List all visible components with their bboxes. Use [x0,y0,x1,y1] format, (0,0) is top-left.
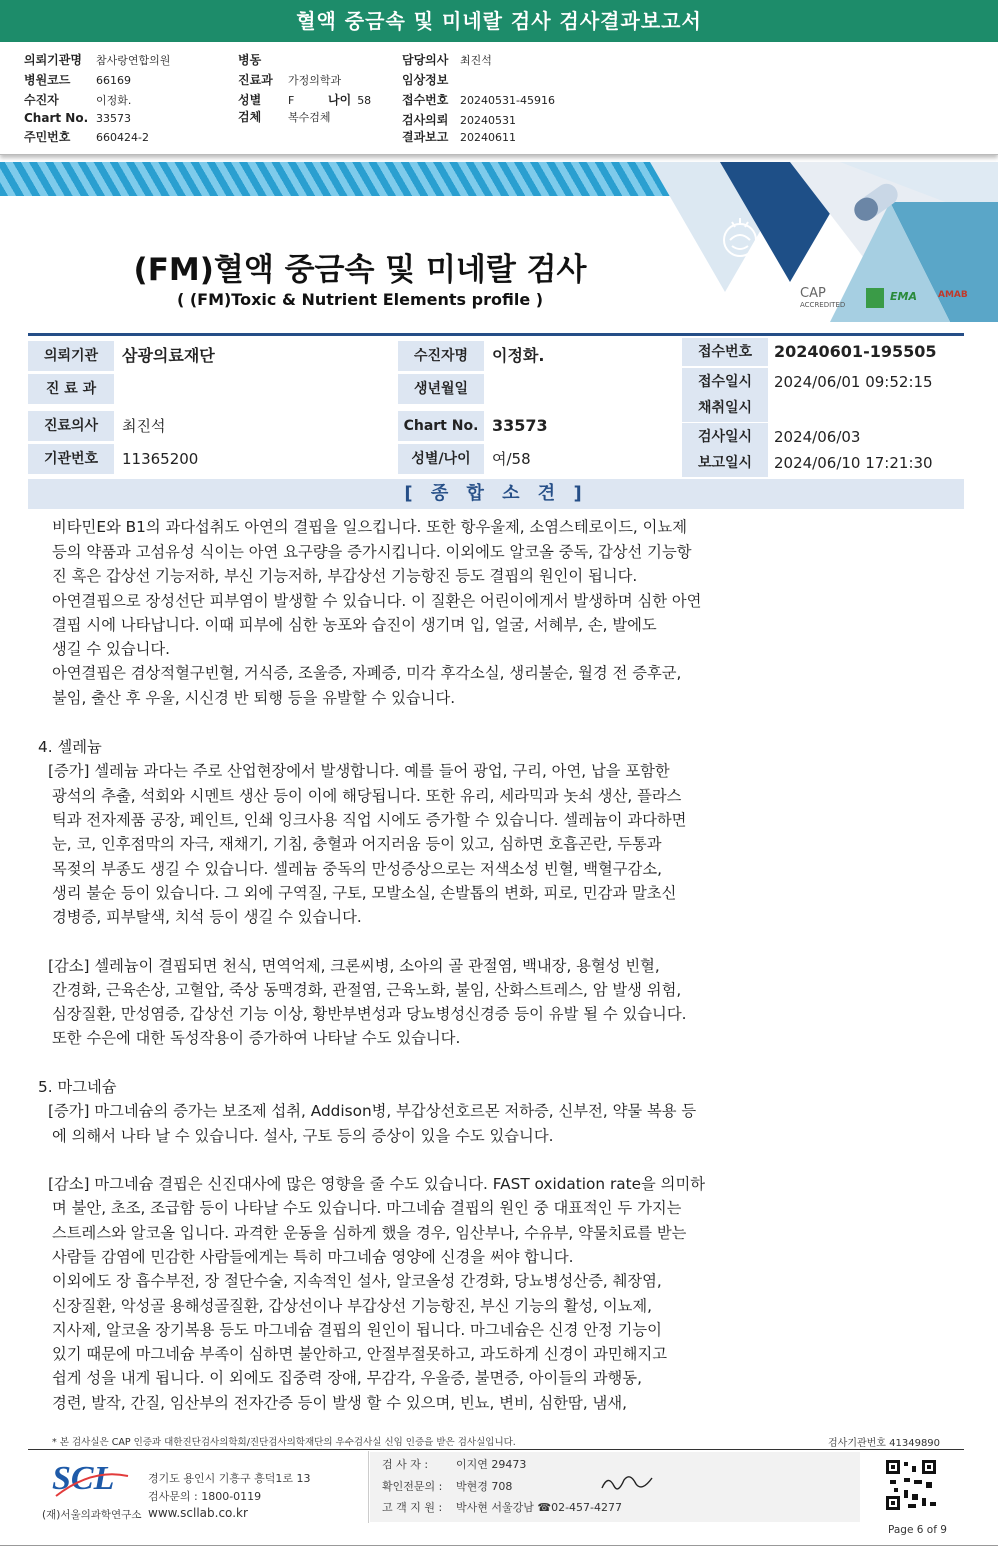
summary-heading: [ 종 합 소 견 ] [28,479,964,509]
lm-logo [866,288,884,308]
body-line: 이외에도 장 흡수부전, 장 절단수술, 지속적인 설사, 알코올성 간경화, 당뇨병성산증, 췌장염, [52,1272,662,1290]
tester-value: 이지연 29473 [456,1458,527,1471]
test-date-label: 검사일시 [682,423,768,451]
signature-mark [598,1470,658,1496]
inst-label: 기관번호 [28,444,114,474]
body-line: 쉽게 성을 내게 됩니다. 이 외에도 집중력 장애, 무감각, 우울증, 불면증, 아이들의 과행동, [52,1369,642,1387]
lab-phone: 검사문의 : 1800-0119 [148,1490,262,1503]
info-age: 나이 58 [328,93,372,107]
chart-value: 33573 [492,416,548,435]
section-heading: 4. 셀레늄 [38,738,102,756]
info-patient: 수진자 이정화. [24,93,132,107]
bottom-divider [0,1545,998,1546]
body-line: 신장질환, 악성골 용해성골질환, 갑상선이나 부갑상선 기능항진, 부신 기능의 활성, 이뇨제, [52,1297,653,1315]
chart-label: Chart No. [398,411,484,441]
patient-value: 이정화. [492,346,545,365]
doctor-label: 진료의사 [28,411,114,441]
body-line: 아연결핍은 겸상적혈구빈혈, 거식증, 조울증, 자폐증, 미각 후각소실, 생리불순, 월경 전 증후군, [52,664,682,682]
body-line: 진 혹은 갑상선 기능저하, 부신 기능저하, 부갑상선 기능항진 등도 결핍의 원인이 됩니다. [52,567,638,585]
info-department: 진료과 가정의학과 [238,73,342,87]
section-heading: 5. 마그네슘 [38,1078,117,1096]
page-number: Page 6 of 9 [888,1524,947,1536]
dob-label: 생년월일 [398,374,484,404]
lab-website[interactable]: www.scllab.co.kr [148,1506,248,1520]
doctor-value: 최진석 [122,417,166,435]
info-ward: 병동 [238,53,262,67]
info-specimen: 검체 복수검체 [238,110,331,124]
body-line: [증가] 셀레늄 과다는 주로 산업현장에서 발생합니다. 예를 들어 광업, 구리, 아연, 납을 포함한 [48,762,670,780]
amab-logo: AMAB [938,290,968,300]
body-line: 며 불안, 초조, 조급함 등이 나타날 수도 있습니다. 마그네슘 결핍의 원인 중 대표적인 두 가지는 [52,1199,682,1217]
support-label: 고 객 지 원 : [382,1501,443,1514]
body-line: 비타민E와 B1의 과다섭취도 아연의 결핍을 일으킵니다. 또한 항우울제, 소염스테로이드, 이뇨제 [52,518,687,536]
body-line: 또한 수은에 대한 독성작용이 증가하여 나타날 수도 있습니다. [52,1029,461,1047]
receipt-date-label: 접수일시 [682,368,768,396]
cap-logo: CAP ACCREDITED [800,286,846,309]
body-line: 경병증, 피부탈색, 치석 등이 생길 수 있습니다. [52,908,362,926]
specialist-label: 확인전문의 : [382,1480,443,1493]
receipt-no-label: 접수번호 [682,338,768,366]
support-value: 박사현 서울강남 ☎02-457-4277 [456,1501,623,1514]
body-line: 경련, 발작, 간질, 임산부의 전자간증 등이 발생 할 수 있으며, 빈뇨, 변비, 심한땀, 냄새, [52,1394,627,1412]
body-line: 불임, 출산 후 우울, 시신경 반 퇴행 등을 유발할 수 있습니다. [52,689,456,707]
info-report-date: 결과보고 20240611 [402,130,516,144]
dept-label: 진 료 과 [28,374,114,404]
collect-label: 채취일시 [682,394,768,422]
body-line: 눈, 코, 인후점막의 자극, 재채기, 기침, 충혈과 어지러움 등이 있고, 심하면 호흡곤란, 두통과 [52,835,662,853]
inst-value: 11365200 [122,450,199,468]
specialist-value: 박현경 708 [456,1480,513,1493]
agency-number: 검사기관번호 41349890 [828,1438,941,1449]
lab-address: 경기도 용인시 기흥구 흥덕1로 13 [148,1472,311,1485]
patient-label: 수진자명 [398,341,484,371]
body-line: 틱과 전자제품 공장, 페인트, 인쇄 잉크사용 직업 시에도 증가할 수 있습니다. 셀레늄이 과다하면 [52,811,687,829]
body-line: 사람들 감염에 민감한 사람들에게는 특히 마그네슘 영양에 신경을 써야 합니다. [52,1248,574,1266]
lab-name: (재)서울의과학연구소 [42,1509,142,1521]
requester-value: 삼광의료재단 [122,346,215,365]
report-date-label: 보고일시 [682,449,768,477]
body-line: 목젖의 부종도 생길 수 있습니다. 셀레늄 중독의 만성증상으로는 저색소성 빈혈, 백혈구감소, [52,860,662,878]
body-line: [증가] 마그네슘의 증가는 보조제 섭취, Addison병, 부갑상선호르몬 저하증, 신부전, 약물 복용 등 [48,1102,697,1120]
body-line: 에 의해서 나타 날 수 있습니다. 설사, 구토 등의 증상이 있을 수도 있습니다. [52,1127,554,1145]
tester-label: 검 사 자 : [382,1458,429,1471]
body-line: 생길 수 있습니다. [52,640,171,658]
body-line: 광석의 추출, 석회와 시멘트 생산 등이 이에 해당됩니다. 또한 유리, 세라믹과 놋쇠 생산, 플라스 [52,787,682,805]
info-clinical: 임상정보 [402,73,449,87]
footer-divider [28,1449,964,1450]
ema-logo: EMA [890,290,917,303]
body-line: 아연결핍으로 장성선단 피부염이 발생할 수 있습니다. 이 질환은 어린이에게서 발생하며 심한 아연 [52,592,702,610]
body-line: 등의 약품과 고섬유성 식이는 아연 요구량을 증가시킵니다. 이외에도 알코올 중독, 갑상선 기능항 [52,543,692,561]
body-line: 스트레스와 알코올 입니다. 과격한 운동을 심하게 했을 경우, 임산부나, 수유부, 약물치료를 받는 [52,1224,687,1242]
logo-swoosh-icon [52,1466,132,1506]
body-line: [감소] 마그네슘 결핍은 신진대사에 많은 영향을 줄 수도 있습니다. FAST oxidation rate을 의미하 [48,1175,706,1193]
info-doctor: 담당의사 최진석 [402,53,492,67]
body-line: 심장질환, 만성염증, 갑상선 기능 이상, 황반부변성과 당뇨병성신경증 등이 유발 될 수 있습니다. [52,1005,687,1023]
requester-label: 의뢰기관 [28,341,114,371]
report-date-value: 2024/06/10 17:21:30 [774,454,933,472]
body-line: 지사제, 알코올 장기복용 등도 마그네슘 결핍의 원인이 됩니다. 마그네슘은 신경 안정 기능이 [52,1321,662,1339]
body-line: 결핍 시에 나타납니다. 이때 피부에 심한 농포와 습진이 생기며 입, 얼굴, 서혜부, 손, 발에도 [52,616,657,634]
info-chart-no: Chart No. 33573 [24,111,131,125]
footer-v-divider [368,1451,369,1523]
receipt-date-value: 2024/06/01 09:52:15 [774,373,933,391]
top-info-panel [0,42,998,155]
receipt-no-value: 20240601-195505 [774,342,937,361]
info-receipt-no: 접수번호 20240531-45916 [402,93,555,107]
report-subtitle: ( (FM)Toxic & Nutrient Elements profile ) [176,290,544,309]
test-date-value: 2024/06/03 [774,428,861,446]
sexage-label: 성별/나이 [398,444,484,474]
body-line: 간경화, 근육손상, 고혈압, 죽상 동맥경화, 관절염, 근육노화, 불임, 산화스트레스, 암 발생 위험, [52,981,682,999]
body-line: 생리 불순 등이 있습니다. 그 외에 구역질, 구토, 모발소실, 손발톱의 변화, 피로, 민감과 말초신 [52,884,677,902]
sexage-value: 여/58 [492,450,531,468]
info-requester: 의뢰기관명 참사랑연합의원 [24,53,171,67]
certification-note: * 본 검사실은 CAP 인증과 대한진단검사의학회/진단검사의학재단의 우수검사실 신임 인증을 받은 검사실입니다. [52,1437,516,1448]
report-banner-title: 혈액 중금속 및 미네랄 검사 검사결과보고서 [0,0,998,42]
report-title: (FM)혈액 중금속 및 미네랄 검사 [133,252,587,288]
info-hospital-code: 병원코드 66169 [24,73,131,87]
qr-code-icon [884,1458,938,1512]
info-sex: 성별 F [238,93,295,107]
body-line: [감소] 셀레늄이 결핍되면 천식, 면역억제, 크론씨병, 소아의 골 관절염, 백내장, 용혈성 빈혈, [48,957,660,975]
info-resident-no: 주민번호 660424-2 [24,130,149,144]
scl-logo: SCL [52,1460,115,1497]
info-request-date: 검사의뢰 20240531 [402,113,516,127]
body-line: 있기 때문에 마그네슘 부족이 심하면 불안하고, 안절부절못하고, 과도하게 신경이 과민해지고 [52,1345,668,1363]
patient-info-table [28,333,964,472]
